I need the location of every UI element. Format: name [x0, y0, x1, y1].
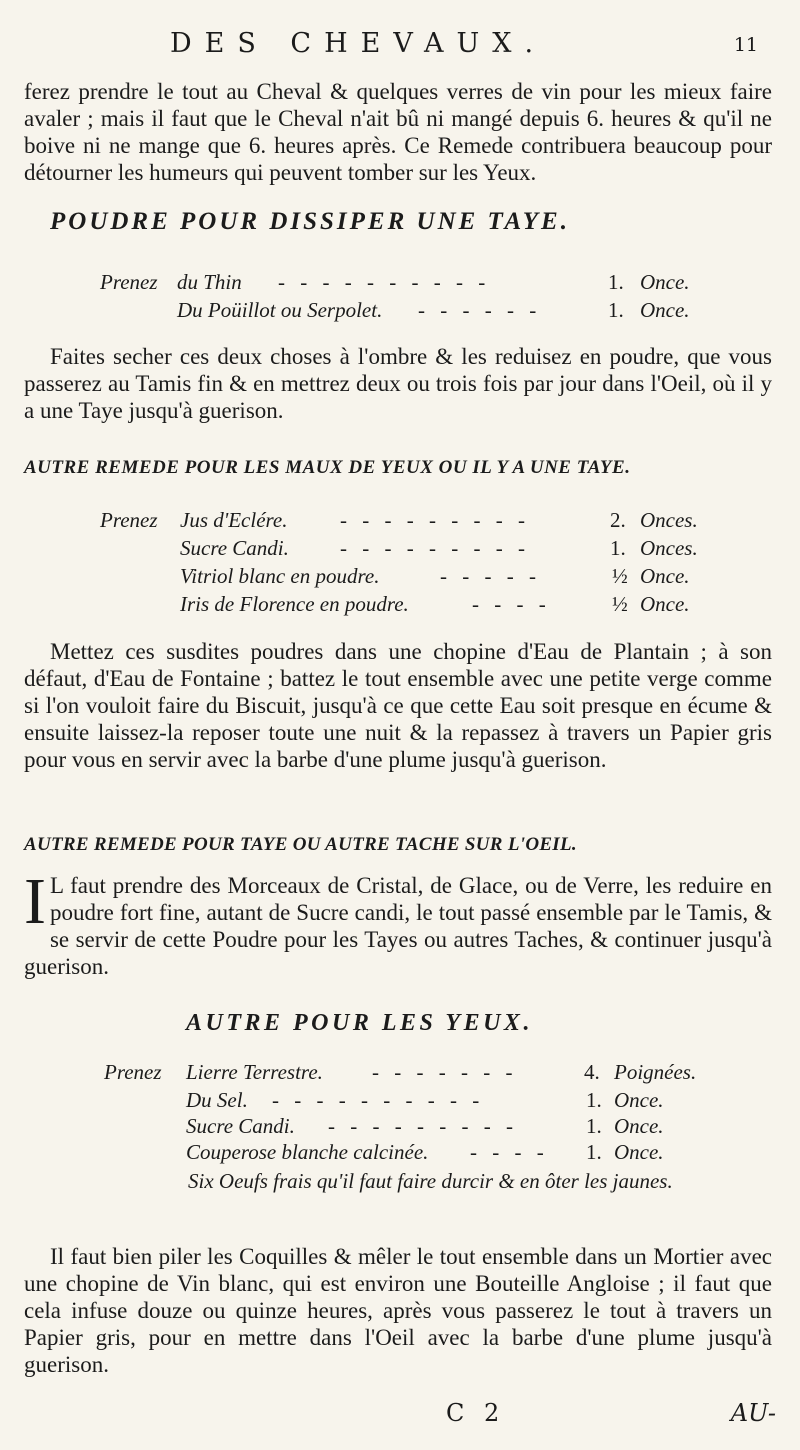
paragraph-1: ferez prendre le tout au Cheval & quelques verres de vin pour les mieux faire avaler ; mais il faut que le Cheval n'ait bû ni mangé depuis 6. heures & qu'il ne boive ni ne mange que 6. heures après. Ce Remede contribuera beaucoup pour détourner les humeurs qui peuvent tomber sur les Yeux. — [24, 79, 772, 185]
recipe-3-heading: AUTRE REMEDE POUR TAYE OU AUTRE TACHE SUR L'OEIL. — [24, 834, 577, 855]
paragraph-2: Faites secher ces deux choses à l'ombre & les reduisez en poudre, que vous passerez au Tamis fin & en mettrez deux ou trois fois par jour dans l'Oeil, où il y a une Taye jusqu'à guerison. — [24, 344, 772, 423]
recipe-1-heading: POUDRE POUR DISSIPER UNE TAYE. — [50, 208, 570, 235]
ingredient-leader: - - - - - - - - - — [328, 1114, 518, 1138]
ingredient-quantity: 1. — [586, 1088, 602, 1112]
ingredient-unit: Once. — [640, 564, 690, 588]
ingredient-quantity: 1. — [586, 1140, 602, 1164]
ingredient-name: Jus d'Eclére. — [180, 508, 288, 532]
ingredient-quantity: 1. — [608, 298, 624, 322]
ingredient-leader: - - - - — [470, 1140, 549, 1164]
ingredient-name: Lierre Terrestre. — [186, 1060, 323, 1084]
running-head: DES CHEVAUX. — [170, 28, 547, 59]
ingredient-leader: - - - - - - - - - — [340, 508, 530, 532]
ingredient-quantity: 1. — [608, 270, 624, 294]
ingredient-leader: - - - - - — [440, 564, 541, 588]
ingredient-unit: Once. — [640, 270, 690, 294]
ingredient-quantity: ½ — [612, 592, 628, 616]
ingredient-leader: - - - - - - — [418, 298, 542, 322]
catchword: AU- — [730, 1399, 776, 1427]
ingredient-unit: Once. — [614, 1088, 664, 1112]
ingredient-quantity: 1. — [586, 1114, 602, 1138]
ingredient-name: Iris de Florence en poudre. — [180, 592, 409, 616]
ingredient-unit: Onces. — [640, 536, 698, 560]
recipe-2-heading: AUTRE REMEDE POUR LES MAUX DE YEUX OU IL Y A UNE TAYE. — [24, 457, 631, 478]
ingredient-name: Vitriol blanc en poudre. — [180, 564, 380, 588]
ingredient-name: Sucre Candi. — [180, 536, 289, 560]
ingredient-name: Du Sel. — [186, 1088, 248, 1112]
page-header — [0, 28, 800, 64]
ingredient-unit: Once. — [614, 1114, 664, 1138]
ingredient-name: du Thin — [177, 270, 242, 294]
paragraph-5: Il faut bien piler les Coquilles & mêler le tout ensemble dans un Mortier avec une chopine de Vin blanc, qui est environ une Bouteille Angloise ; il faut que cela infuse douze ou quinze heures, après vous passerez le tout à travers un Papier gris, pour en mettre dans l'Oeil avec la barbe d'une plume jusqu'à guerison. — [24, 1244, 772, 1377]
page-number: 11 — [733, 34, 758, 56]
ingredient-leader: - - - - - - - — [372, 1060, 518, 1084]
ingredient-leader: - - - - - - - - - — [340, 536, 530, 560]
ingredient-unit: Once. — [640, 298, 690, 322]
drop-cap: I — [24, 865, 46, 938]
ingredient-name: Couperose blanche calcinée. — [186, 1140, 429, 1164]
ingredient-name: Du Poüillot ou Serpolet. — [177, 298, 383, 322]
paragraph-4-text: L faut prendre des Morceaux de Cristal, de Glace, ou de Verre, les reduire en poudre fort fine, autant de Sucre candi, le tout passé ensemble par le Tamis, & se servir de cette Poudre pour les Tayes ou autres Taches, & continuer jusqu'à guerison. — [24, 873, 772, 979]
ingredient-leader: - - - - - - - - - - — [278, 270, 491, 294]
ingredient-quantity: 2. — [610, 508, 626, 532]
recipe-4-heading: AUTRE POUR LES YEUX. — [186, 1010, 533, 1036]
ingredient-name: Sucre Candi. — [186, 1114, 295, 1138]
prenez-label: Prenez — [100, 270, 158, 294]
ingredient-leader: - - - - — [472, 592, 551, 616]
ingredient-unit: Onces. — [640, 508, 698, 532]
ingredient-quantity: 4. — [584, 1060, 600, 1084]
ingredient-quantity: ½ — [612, 564, 628, 588]
recipe-4-note: Six Oeufs frais qu'il faut faire durcir & en ôter les jaunes. — [188, 1169, 673, 1193]
ingredient-leader: - - - - - - - - - - — [272, 1088, 485, 1112]
prenez-label: Prenez — [100, 508, 158, 532]
signature-mark: C 2 — [446, 1399, 506, 1427]
paragraph-3: Mettez ces susdites poudres dans une chopine d'Eau de Plantain ; à son défaut, d'Eau de Fontaine ; battez le tout ensemble avec une petite verge comme si l'on vouloit faire du Biscuit, jusqu'à ce que cette Eau soit presque en écume & ensuite laissez-la reposer toute une nuit & la repassez à travers un Papier gris pour vous en servir avec la barbe d'une plume jusqu'à guerison. — [24, 639, 772, 772]
ingredient-unit: Once. — [614, 1140, 664, 1164]
ingredient-unit: Once. — [640, 592, 690, 616]
prenez-label: Prenez — [104, 1060, 162, 1084]
ingredient-unit: Poignées. — [614, 1060, 697, 1084]
ingredient-quantity: 1. — [610, 536, 626, 560]
paragraph-4 — [24, 865, 772, 980]
